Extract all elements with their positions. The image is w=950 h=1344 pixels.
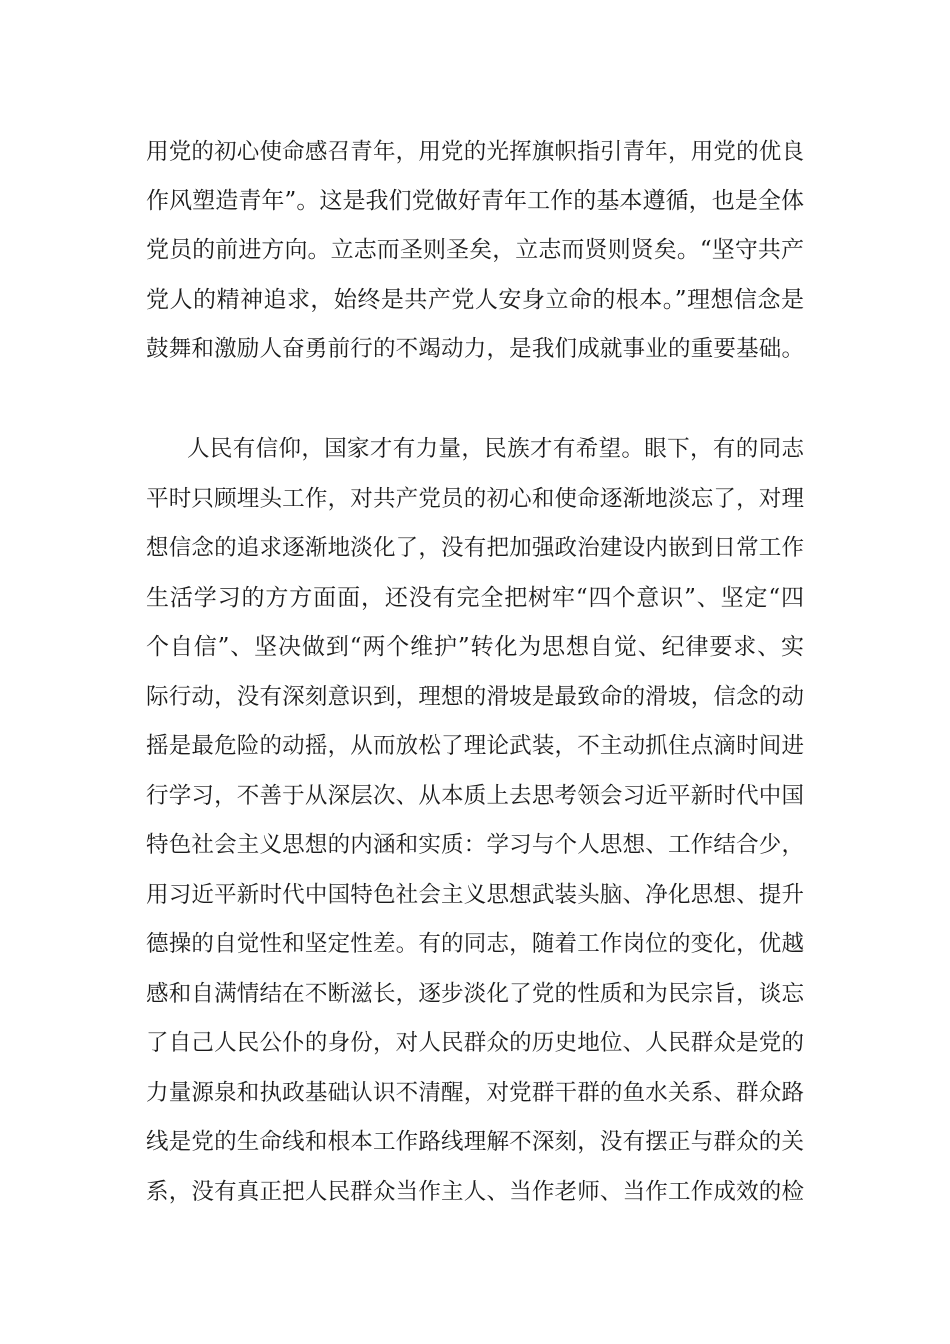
text-line: 党人的精神追求，始终是共产党人安身立命的根本。”理想信念是 [146, 287, 804, 313]
text-line: 特色社会主义思想的内涵和实质：学习与个人思想、工作结合少， [146, 832, 804, 858]
text-line: 线是党的生命线和根本工作路线理解不深刻，没有摆正与群众的关 [146, 1129, 804, 1155]
text-line: 德操的自觉性和坚定性差。有的同志，随着工作岗位的变化，优越 [146, 931, 804, 957]
text-line: 用党的初心使命感召青年，用党的光挥旗帜指引青年，用党的优良 [146, 139, 804, 165]
text-line: 生活学习的方方面面，还没有完全把树牢“四个意识”、坚定“四 [146, 585, 804, 611]
text-line: 鼓舞和激励人奋勇前行的不竭动力，是我们成就事业的重要基础。 [146, 336, 804, 362]
text-line: 摇是最危险的动摇，从而放松了理论武装，不主动抓住点滴时间进 [146, 733, 804, 759]
text-line: 想信念的追求逐渐地淡化了，没有把加强政治建设内嵌到日常工作 [146, 535, 804, 561]
text-line: 人民有信仰，国家才有力量，民族才有希望。眼下，有的同志 [187, 436, 804, 462]
text-line: 党员的前进方向。立志而圣则圣矣，立志而贤则贤矣。“坚守共产 [146, 237, 804, 263]
text-line: 个自信”、坚决做到“两个维护”转化为思想自觉、纪律要求、实 [146, 634, 804, 660]
text-line: 平时只顾埋头工作，对共产党员的初心和使命逐渐地淡忘了，对理 [146, 486, 804, 512]
text-line: 了自己人民公仆的身份，对人民群众的历史地位、人民群众是党的 [146, 1030, 804, 1056]
text-line: 用习近平新时代中国特色社会主义思想武装头脑、净化思想、提升 [146, 882, 804, 908]
text-line: 作风塑造青年”。这是我们党做好青年工作的基本遵循，也是全体 [146, 188, 804, 214]
text-line: 力量源泉和执政基础认识不清醒，对党群干群的鱼水关系、群众路 [146, 1080, 804, 1106]
text-line: 系，没有真正把人民群众当作主人、当作老师、当作工作成效的检 [146, 1179, 804, 1205]
text-line: 行学习，不善于从深层次、从本质上去思考领会习近平新时代中国 [146, 783, 804, 809]
text-line: 感和自满情结在不断滋长，逐步淡化了党的性质和为民宗旨，谈忘 [146, 981, 804, 1007]
text-line: 际行动，没有深刻意识到，理想的滑坡是最致命的滑坡，信念的动 [146, 684, 804, 710]
